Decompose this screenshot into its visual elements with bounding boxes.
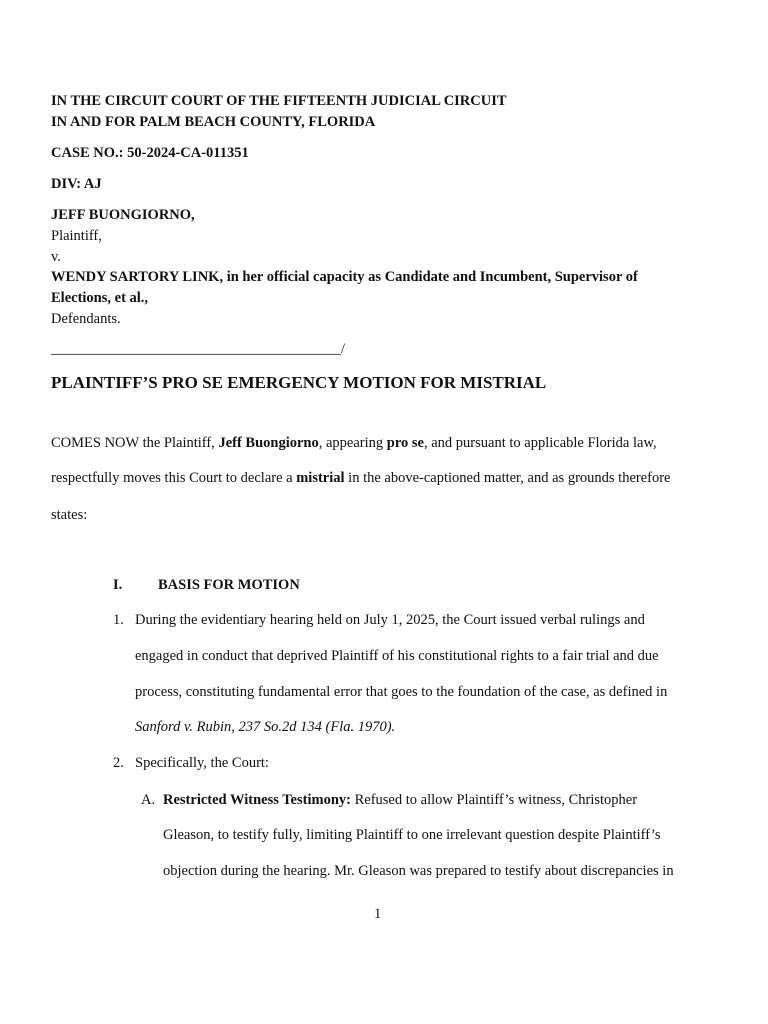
court-name-line-2: IN AND FOR PALM BEACH COUNTY, FLORIDA	[51, 114, 376, 130]
document-title: PLAINTIFF’S PRO SE EMERGENCY MOTION FOR MISTRIAL	[51, 373, 547, 392]
sub-item-a-text: Refused to allow Plaintiff’s witness, Christopher	[350, 792, 638, 808]
item-2-number: 2.	[113, 755, 124, 771]
defendant-line-2: Elections, et al.,	[51, 290, 149, 306]
sub-item-a-line-2: Gleason, to testify fully, limiting Plaintiff to one irrelevant question despite Plaintiff’s	[163, 827, 661, 843]
plaintiff-label: Plaintiff,	[51, 228, 102, 244]
item-1-citation: Sanford v. Rubin, 237 So.2d 134 (Fla. 1970).	[135, 719, 396, 735]
item-1-line-3: process, constituting fundamental error that goes to the foundation of the case, as defined in	[135, 684, 668, 700]
intro-text: in the above-captioned matter, and as grounds therefore	[344, 470, 671, 486]
plaintiff-name: JEFF BUONGIORNO,	[51, 207, 195, 223]
defendant-line-1: WENDY SARTORY LINK, in her official capacity as Candidate and Incumbent, Supervisor of	[51, 269, 638, 285]
intro-line-3: states:	[51, 507, 88, 523]
division: DIV: AJ	[51, 176, 102, 192]
page-number: 1	[374, 906, 382, 922]
item-1-line-1: During the evidentiary hearing held on July 1, 2025, the Court issued verbal rulings and	[135, 612, 645, 628]
pro-se-term: pro se	[386, 435, 424, 451]
sub-item-a-heading: Restricted Witness Testimony:	[163, 792, 351, 808]
intro-line-1	[51, 435, 657, 452]
intro-line-2	[51, 470, 671, 487]
court-name-line-1: IN THE CIRCUIT COURT OF THE FIFTEENTH JUDICIAL CIRCUIT	[51, 93, 507, 109]
sub-item-a-line-3: objection during the hearing. Mr. Gleason was prepared to testify about discrepancies in	[163, 863, 674, 879]
caption-rule: ________________________________________/	[51, 341, 346, 357]
section-heading: BASIS FOR MOTION	[158, 577, 300, 593]
sub-item-a-line-1	[163, 792, 637, 809]
item-1-number: 1.	[113, 612, 124, 628]
intro-text: respectfully moves this Court to declare a	[51, 470, 297, 486]
intro-text: COMES NOW the Plaintiff,	[51, 435, 219, 451]
defendant-label: Defendants.	[51, 311, 121, 327]
mistrial-term: mistrial	[296, 470, 345, 486]
sub-item-a-letter: A.	[141, 792, 156, 808]
section-number: I.	[113, 577, 123, 593]
intro-text: , appearing	[318, 435, 387, 451]
intro-text: , and pursuant to applicable Florida law,	[423, 435, 657, 451]
plaintiff-name-inline: Jeff Buongiorno	[218, 435, 319, 451]
versus: v.	[51, 249, 61, 265]
item-1-line-2: engaged in conduct that deprived Plaintiff of his constitutional rights to a fair trial and due	[135, 648, 659, 664]
case-number: CASE NO.: 50-2024-CA-011351	[51, 145, 249, 161]
item-2-line-1: Specifically, the Court:	[135, 755, 269, 771]
